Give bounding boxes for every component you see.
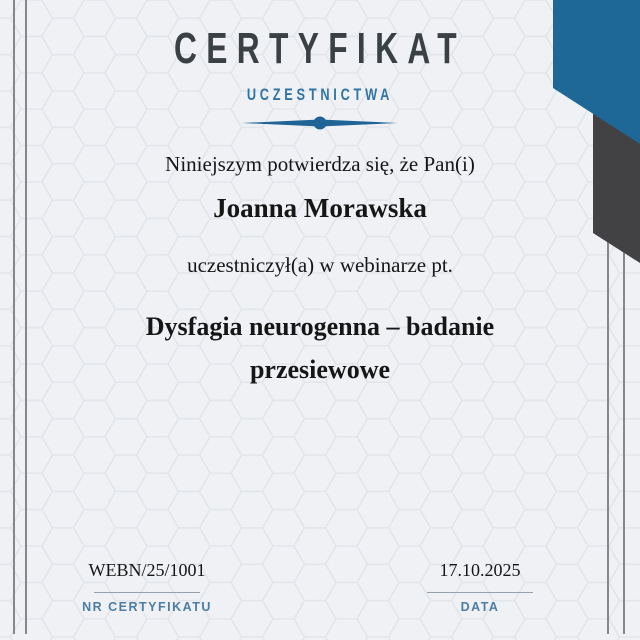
date-block (400, 560, 560, 614)
certificate-subtitle: UCZESTNICTWA (246, 85, 394, 104)
divider-ornament-icon (240, 112, 400, 134)
recipient-name: Joanna Morawska (213, 193, 427, 223)
date-label: DATA (460, 600, 500, 614)
certificate-title: CERTYFIKAT (174, 24, 466, 73)
date-value: 17.10.2025 (439, 560, 521, 580)
intro-line: Niniejszym potwierdza się, że Pan(i) (165, 152, 475, 176)
date-rule (427, 592, 533, 593)
certificate-number-rule (94, 592, 200, 593)
certificate-number-label: NR CERTYFIKATU (82, 600, 212, 614)
webinar-title: Dysfagia neurogenna – badanie przesiewowe (145, 312, 495, 384)
participation-line: uczestniczył(a) w webinarze pt. (187, 253, 453, 277)
certificate-number-block (67, 560, 227, 614)
certificate-number-value: WEBN/25/1001 (88, 560, 206, 580)
